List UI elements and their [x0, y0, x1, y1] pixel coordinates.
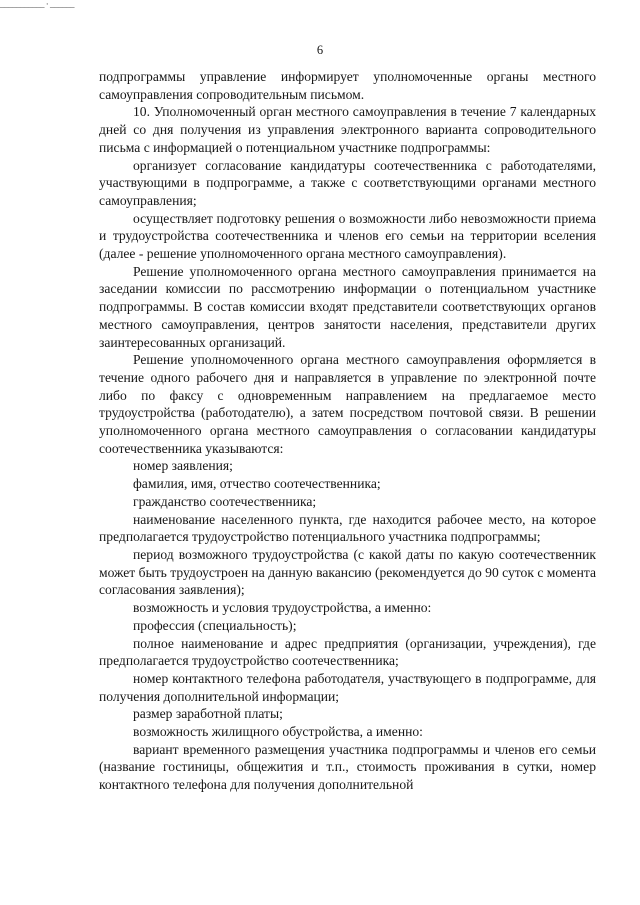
paragraph-employer-phone: номер контактного телефона работодателя, участвующего в подпрограмме, для получения дополнительной информации; — [99, 670, 596, 704]
paragraph-profession: профессия (специальность); — [133, 617, 297, 633]
paragraph-item-10: 10. Уполномоченный орган местного самоуправления в течение 7 календарных дней со дня получения из управления электронного варианта сопроводительного письма с информацией о потенциальном участнике подпрограммы: — [99, 104, 596, 155]
paragraph-organizes-approval: организует согласование кандидатуры соотечественника с работодателями, участвующими в подпрограмме, а также с соответствующими органами местного самоуправления; — [99, 157, 596, 208]
paragraph-application-number: номер заявления; — [133, 458, 233, 474]
paragraph-citizenship: гражданство соотечественника; — [133, 493, 317, 509]
paragraph-enterprise-address: полное наименование и адрес предприятия (организации, учреждения), где предполагается трудоустройство соотечественника; — [99, 635, 596, 669]
paragraph-salary: размер заработной платы; — [133, 706, 283, 722]
paragraph-employment-conditions: возможность и условия трудоустройства, а именно: — [133, 600, 432, 616]
top-margin-mark: ___________ · ______ — [0, 0, 74, 9]
paragraph-continuation: подпрограммы управление информирует уполномоченные органы местного самоуправления сопроводительным письмом. — [99, 69, 596, 102]
paragraph-decision-issued: Решение уполномоченного органа местного самоуправления оформляется в течение одного рабочего дня и направляется в управление по электронной почте либо по факсу с одновременным направлением на предлагаемое место трудоустройства (работодателю), а затем посредством почтовой связи. В решении уполномоченного органа местного самоуправления о согласовании кандидатуры соотечественника указываются: — [99, 352, 596, 456]
paragraph-settlement-name: наименование населенного пункта, где находится рабочее место, на которое предполагается трудоустройство потенциального участника подпрограммы; — [99, 511, 596, 545]
paragraph-employment-period: период возможного трудоустройства (с какой даты по какую соотечественник может быть трудоустроен на данную вакансию (рекомендуется до 90 суток с момента согласования заявления); — [99, 546, 596, 598]
page-number: 6 — [316, 43, 324, 57]
paragraph-housing: возможность жилищного обустройства, а именно: — [133, 724, 423, 740]
paragraph-decision-adopted: Решение уполномоченного органа местного самоуправления принимается на заседании комиссии по рассмотрению информации о потенциальном участнике подпрограммы. В состав комиссии входят представители соответствующих органов местного самоуправления, центров занятости населения, представители других заинтересованных организаций. — [99, 263, 596, 350]
paragraph-prepares-decision: осуществляет подготовку решения о возможности либо невозможности приема и трудоустройства соотечественника и членов его семьи на территории вселения (далее - решение уполномоченного органа местного самоуправления). — [99, 210, 596, 262]
document-body — [99, 68, 596, 794]
paragraph-full-name: фамилия, имя, отчество соотечественника; — [133, 476, 381, 492]
paragraph-temporary-accommodation: вариант временного размещения участника подпрограммы и членов его семьи (название гостиницы, общежития и т.п., стоимость проживания в сутки, номер контактного телефона для получения дополнительной — [99, 741, 596, 793]
